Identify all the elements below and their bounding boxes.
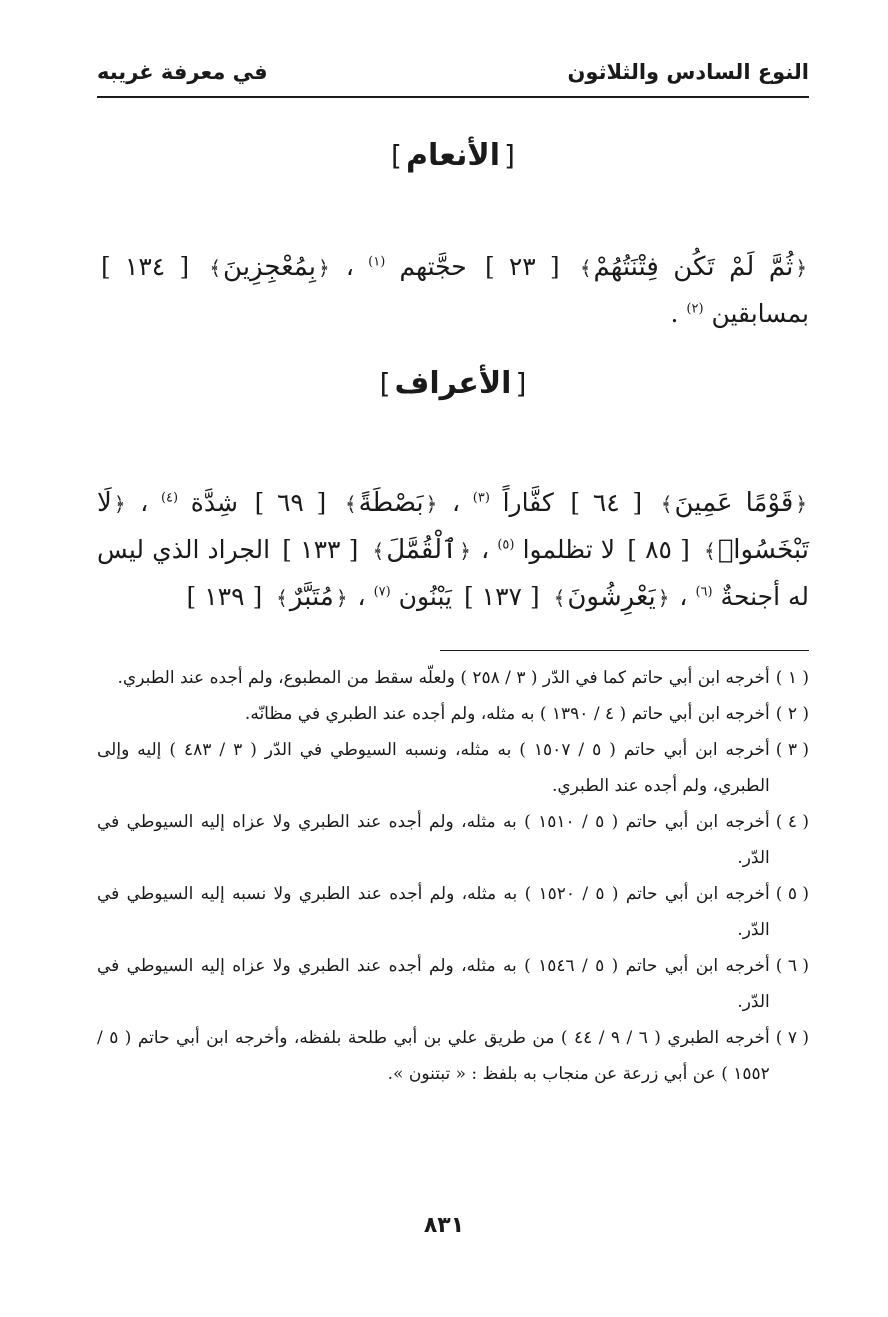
quran-quote bbox=[552, 582, 672, 611]
footnote-text: أخرجه ابن أبي حاتم ( ٥ / ١٥٠٧ ) به مثله، ونسبه السيوطي في الدّر ( ٣ / ٤٨٣ ) إليه وإلى الطبري، ولم أجده عند الطبري. bbox=[97, 740, 770, 796]
footnote-item bbox=[97, 660, 809, 696]
gloss-text: بمسابقين bbox=[711, 299, 809, 328]
gloss-text: ، bbox=[345, 252, 354, 281]
footnote-number: ( ٧ ) bbox=[775, 1028, 809, 1048]
gloss-text: ، bbox=[481, 535, 490, 564]
ornate-bracket-close-icon: ﴾ bbox=[660, 492, 673, 516]
verse-number: [ ٦٩ ] bbox=[254, 488, 327, 517]
footnote-text: أخرجه ابن أبي حاتم ( ٥ / ١٥١٠ ) به مثله، ولم أجده عند الطبري ولا عزاه إليه السيوطي في الدّر. bbox=[97, 812, 770, 868]
sura-title-anam: [الأنعام] bbox=[391, 138, 515, 173]
footnote-marker: (١) bbox=[368, 254, 386, 270]
footnote-number: ( ٥ ) bbox=[775, 884, 809, 904]
ornate-bracket-open-icon: ﴿ bbox=[657, 586, 670, 610]
footnote-item bbox=[97, 696, 809, 732]
ornate-bracket-open-icon: ﴿ bbox=[459, 539, 471, 563]
quran-word: يَعْرِشُونَ bbox=[567, 582, 656, 612]
ornate-bracket-close-icon: ﴾ bbox=[703, 539, 716, 563]
ornate-bracket-close-icon: ﴾ bbox=[344, 492, 357, 516]
footnote-item bbox=[97, 1020, 809, 1092]
ornate-bracket-open-icon: ﴿ bbox=[318, 256, 330, 280]
footnote-marker: (٥) bbox=[497, 537, 515, 553]
footnote-text: أخرجه ابن أبي حاتم ( ٥ / ١٥٤٦ ) به مثله، ولم أجده عند الطبري ولا عزاه إليه السيوطي في الدّر. bbox=[97, 956, 770, 1012]
ornate-bracket-open-icon: ﴿ bbox=[795, 492, 808, 516]
ornate-bracket-close-icon: ﴾ bbox=[209, 256, 222, 280]
footnote-item bbox=[97, 948, 809, 1020]
quran-word: لَا تَبْخَسُوا۟ bbox=[97, 488, 810, 565]
gloss-text: ، bbox=[140, 488, 149, 517]
footnote-text: أخرجه ابن أبي حاتم ( ٤ / ١٣٩٠ ) به مثله، ولم أجده عند الطبري في مظانّه. bbox=[244, 704, 770, 724]
ornate-bracket-open-icon: ﴿ bbox=[795, 256, 808, 280]
footnote-number: ( ٣ ) bbox=[775, 740, 809, 760]
quran-word: بِمُعْجِزِينَ bbox=[223, 252, 316, 282]
footnote-separator bbox=[440, 650, 809, 651]
quran-quote bbox=[274, 582, 349, 611]
verse-number: [ ١٣٤ ] bbox=[101, 252, 190, 281]
quran-word: قَوْمًا عَمِينَ bbox=[674, 488, 794, 518]
footnote-text: أخرجه الطبري ( ٦ / ٩ / ٤٤ ) من طريق علي بن أبي طلحة بلفظه، وأخرجه ابن أبي حاتم ( ٥ / ١٥٥٢ ) عن أبي زرعة عن منجاب به بلفظ : « تبتنون ». bbox=[97, 1028, 770, 1084]
ornate-bracket-open-icon: ﴿ bbox=[335, 586, 348, 610]
footnote-marker: (٢) bbox=[686, 301, 704, 317]
quran-word: ثُمَّ لَمْ تَكُن فِتْنَتُهُمْ bbox=[593, 252, 794, 282]
sura-title-araf: [الأعراف] bbox=[379, 366, 527, 401]
footnote-text: أخرجه ابن أبي حاتم كما في الدّر ( ٣ / ٢٥٨ ) ولعلّه سقط من المطبوع، ولم أجده عند الطبري. bbox=[117, 668, 770, 688]
footnotes-list bbox=[97, 660, 809, 1092]
gloss-text: يَبْنُون bbox=[398, 582, 452, 611]
quran-quote bbox=[578, 252, 809, 281]
footnote-number: ( ٤ ) bbox=[775, 812, 809, 832]
footnote-marker: (٤) bbox=[160, 490, 179, 506]
footnote-number: ( ٦ ) bbox=[775, 956, 809, 976]
verse-number: [ ١٣٩ ] bbox=[186, 582, 263, 611]
gloss-text: ، bbox=[357, 582, 366, 611]
footnote-number: ( ٢ ) bbox=[775, 704, 809, 724]
quran-quote bbox=[370, 535, 472, 564]
verse-number: [ ٨٥ ] bbox=[627, 535, 690, 564]
quran-quote bbox=[659, 488, 809, 517]
running-header bbox=[97, 52, 809, 98]
sura-title-text: الأنعام bbox=[405, 138, 501, 173]
footnote-item bbox=[97, 732, 809, 804]
gloss-text: ، bbox=[679, 582, 688, 611]
quran-quote bbox=[207, 252, 331, 281]
verse-number: [ ١٣٧ ] bbox=[463, 582, 540, 611]
gloss-text: . bbox=[670, 299, 679, 328]
gloss-text: لا تظلموا bbox=[522, 535, 616, 564]
ornate-bracket-close-icon: ﴾ bbox=[553, 586, 566, 610]
gloss-text: ، bbox=[452, 488, 461, 517]
verse-number: [ ١٣٣ ] bbox=[282, 535, 359, 564]
ornate-bracket-open-icon: ﴿ bbox=[425, 492, 438, 516]
sura-title-text: الأعراف bbox=[394, 366, 512, 401]
quran-word: مُتَبَّرٌ bbox=[289, 582, 334, 612]
ornate-bracket-close-icon: ﴾ bbox=[276, 586, 288, 610]
quran-word: ٱلْقُمَّلَ bbox=[386, 535, 458, 565]
footnote-item bbox=[97, 876, 809, 948]
page-number: ٨٣١ bbox=[423, 1213, 465, 1238]
araf-glossary-paragraph bbox=[97, 480, 809, 621]
gloss-text: كفَّاراً bbox=[502, 488, 554, 517]
ornate-bracket-close-icon: ﴾ bbox=[372, 539, 385, 563]
footnote-item bbox=[97, 804, 809, 876]
ornate-bracket-close-icon: ﴾ bbox=[579, 256, 592, 280]
verse-number: [ ٢٣ ] bbox=[484, 252, 560, 281]
quran-word: بَصْطَةً bbox=[358, 488, 424, 518]
footnote-text: أخرجه ابن أبي حاتم ( ٥ / ١٥٢٠ ) به مثله، ولم أجده عند الطبري ولا نسبه إليه السيوطي في الدّر. bbox=[97, 884, 770, 940]
header-chapter-title: النوع السادس والثلاثون bbox=[567, 60, 809, 84]
footnote-number: ( ١ ) bbox=[775, 668, 809, 688]
footnote-marker: (٧) bbox=[373, 584, 391, 600]
footnote-marker: (٦) bbox=[695, 584, 713, 600]
header-topic-title: في معرفة غريبه bbox=[97, 60, 268, 84]
gloss-text: حجَّتهم bbox=[399, 252, 467, 281]
anam-glossary-paragraph bbox=[97, 244, 809, 337]
footnote-marker: (٣) bbox=[472, 490, 490, 506]
verse-number: [ ٦٤ ] bbox=[570, 488, 643, 517]
quran-quote bbox=[343, 488, 440, 517]
gloss-text: الجراد الذي ليس له أجنحةٌ bbox=[97, 535, 809, 611]
gloss-text: شِدَّة bbox=[190, 488, 238, 517]
ornate-bracket-open-icon: ﴿ bbox=[113, 492, 126, 516]
